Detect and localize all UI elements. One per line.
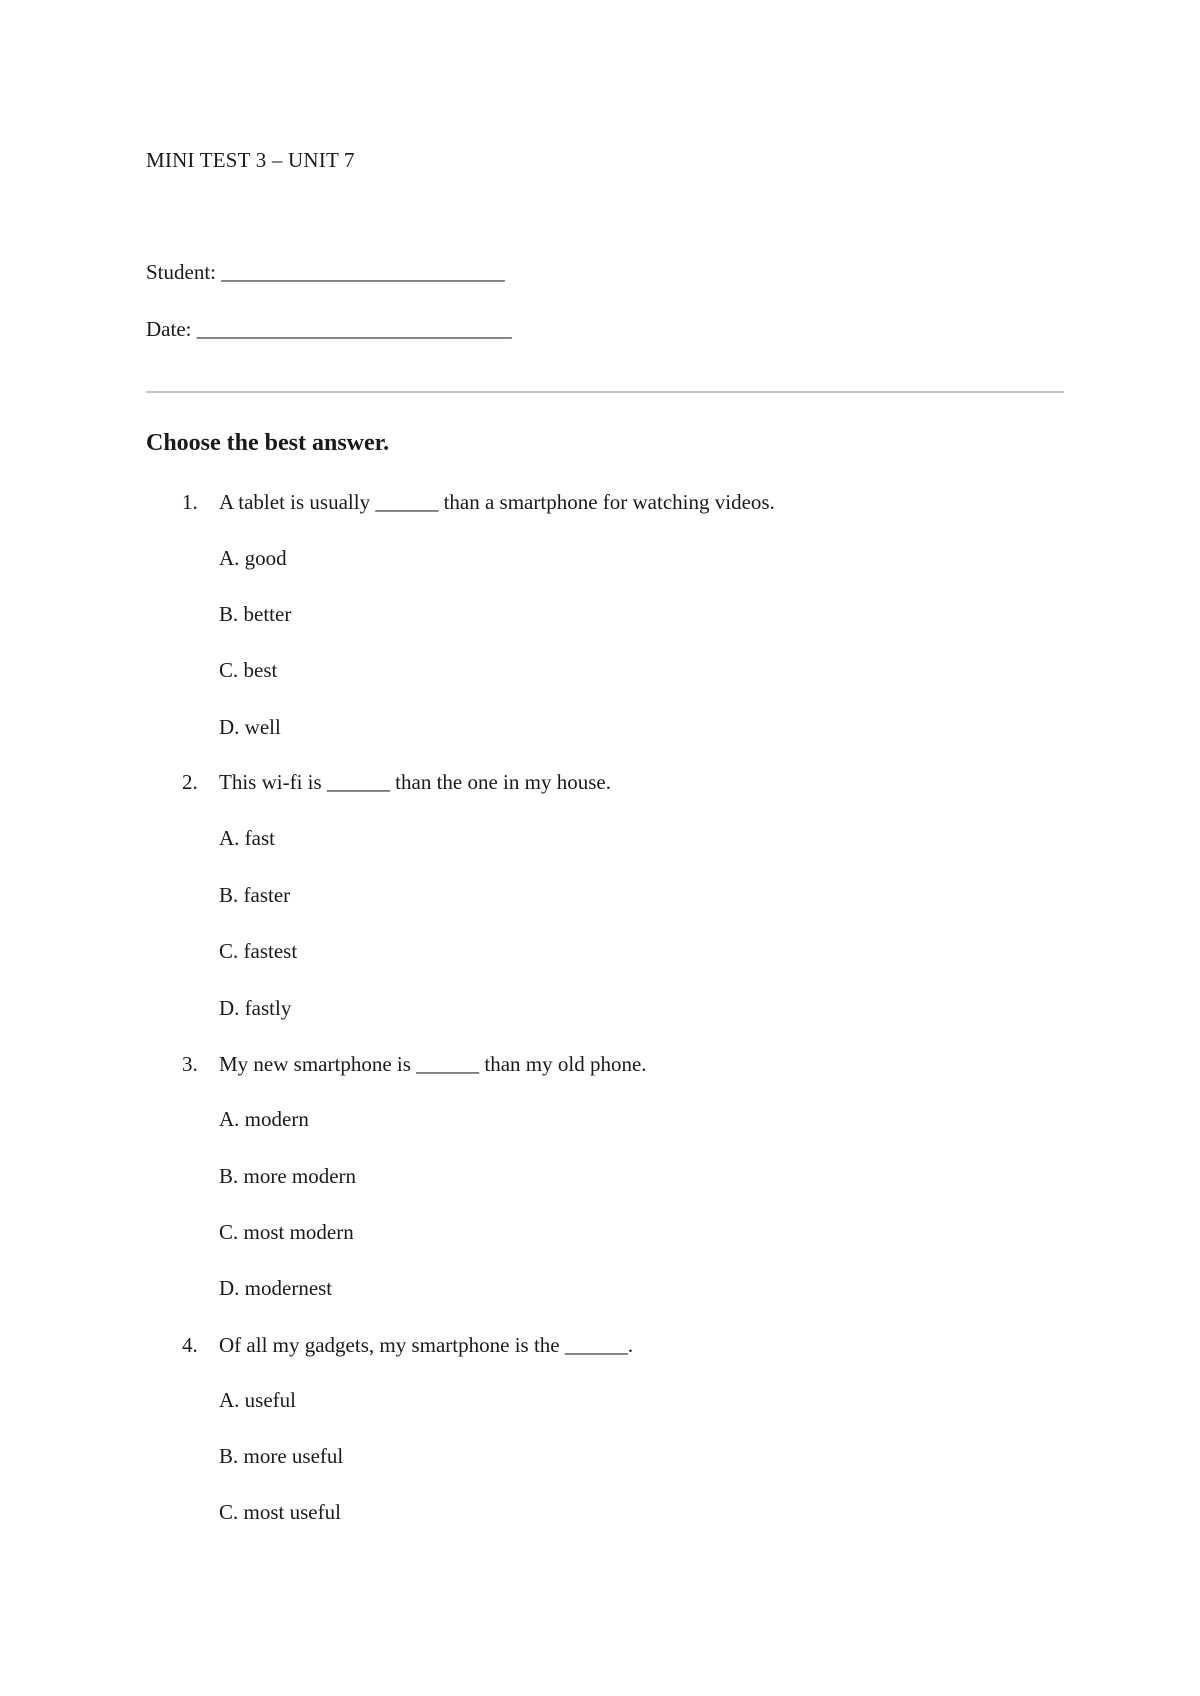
answer-option: D. modernest bbox=[219, 1276, 333, 1300]
question-text: A tablet is usually ______ than a smartphone for watching videos. bbox=[219, 490, 775, 514]
question-number: 2. bbox=[182, 770, 198, 794]
document-title: MINI TEST 3 – UNIT 7 bbox=[146, 148, 355, 172]
answer-option: B. more useful bbox=[219, 1444, 344, 1468]
question-number: 4. bbox=[182, 1333, 198, 1357]
answer-option: D. fastly bbox=[219, 996, 292, 1020]
horizontal-divider bbox=[146, 391, 1064, 393]
question-number: 1. bbox=[182, 490, 198, 514]
answer-option: A. modern bbox=[219, 1107, 309, 1131]
answer-option: A. good bbox=[219, 546, 287, 570]
answer-option: D. well bbox=[219, 715, 281, 739]
answer-option: B. faster bbox=[219, 883, 291, 907]
question-text: My new smartphone is ______ than my old phone. bbox=[219, 1052, 647, 1076]
question-number: 3. bbox=[182, 1052, 198, 1076]
date-field: Date: ______________________________ bbox=[146, 317, 512, 341]
answer-option: B. more modern bbox=[219, 1164, 357, 1188]
answer-option: C. most useful bbox=[219, 1500, 341, 1524]
answer-option: A. fast bbox=[219, 826, 275, 850]
answer-option: C. best bbox=[219, 658, 278, 682]
answer-option: B. better bbox=[219, 602, 292, 626]
student-name-field: Student: ___________________________ bbox=[146, 260, 505, 284]
answer-option: C. fastest bbox=[219, 939, 298, 963]
section-heading: Choose the best answer. bbox=[146, 430, 390, 456]
answer-option: C. most modern bbox=[219, 1220, 354, 1244]
answer-option: A. useful bbox=[219, 1388, 296, 1412]
question-text: Of all my gadgets, my smartphone is the ______. bbox=[219, 1333, 634, 1357]
question-text: This wi-fi is ______ than the one in my house. bbox=[219, 770, 611, 794]
